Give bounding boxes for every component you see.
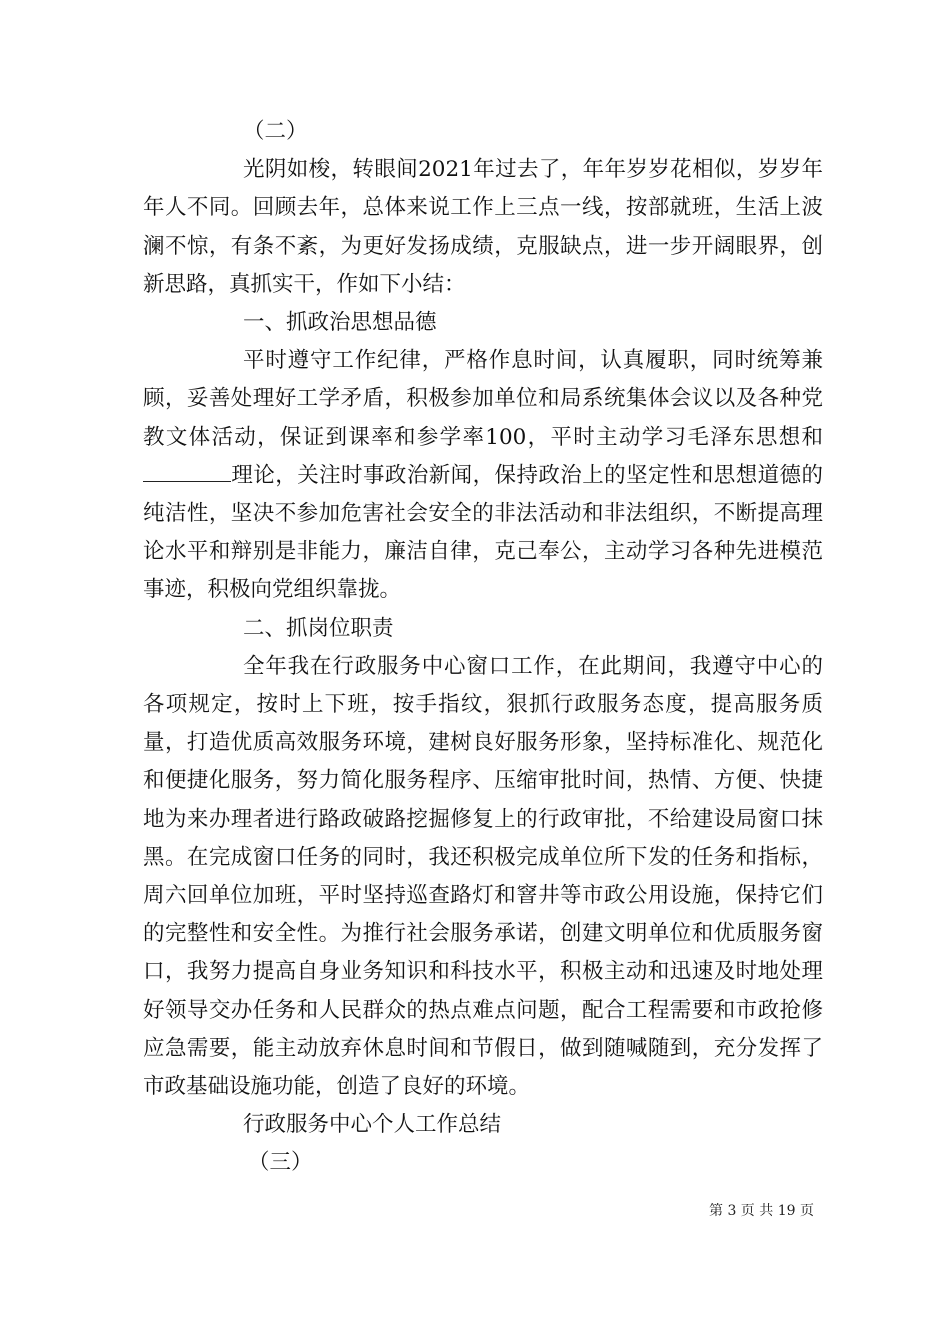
heading-political: 一、抓政治思想品德 xyxy=(243,310,437,336)
paragraph-political-part-b: 理论，关注时事政治新闻，保持政治上的坚定性和思想道德的纯洁性，坚决不参加危害社会安全的非法活动和非法组织，不断提高理论水平和辩别是非能力，廉洁自律，克己奉公，主动学习各种先进模范事迹，积极向党组织靠拢。 xyxy=(143,462,823,603)
section-marker-3: （三） xyxy=(248,1150,313,1176)
paragraph-political xyxy=(143,342,823,609)
section-marker-2: （二） xyxy=(243,119,308,144)
page-number-footer: 第 3 页 共 19 页 xyxy=(709,1203,814,1219)
blank-underline xyxy=(143,480,231,482)
paragraph-duties: 全年我在行政服务中心窗口工作，在此期间，我遵守中心的各项规定，按时上下班，按手指纹，狠抓行政服务态度，提高服务质量，打造优质高效服务环境，建树良好服务形象，坚持标准化、规范化和便捷化服务，努力简化服务程序、压缩审批时间，热情、方便、快捷地为来办理者进行路政破路挖掘修复上的行政审批，不给建设局窗口抹黑。在完成窗口任务的同时，我还积极完成单位所下发的任务和指标，周六回单位加班，平时坚持巡查路灯和窨井等市政公用设施，保持它们的完整性和安全性。为推行社会服务承诺，创建文明单位和优质服务窗口，我努力提高自身业务知识和科技水平，积极主动和迅速及时地处理好领导交办任务和人民群众的热点难点问题，配合工程需要和市政抢修应急需要，能主动放弃休息时间和节假日，做到随喊随到，充分发挥了市政基础设施功能，创造了良好的环境。 xyxy=(143,653,823,1100)
paragraph-political-part-a: 平时遵守工作纪律，严格作息时间，认真履职，同时统筹兼顾，妥善处理好工学矛盾，积极参加单位和局系统集体会议以及各种党教文体活动，保证到课率和参学率100，平时主动学习毛泽东思想和 xyxy=(143,348,823,450)
heading-duties: 二、抓岗位职责 xyxy=(243,615,394,641)
document-body xyxy=(143,113,823,1183)
document-title-line: 行政服务中心个人工作总结 xyxy=(243,1112,502,1138)
paragraph-intro: 光阴如梭，转眼间2021年过去了，年年岁岁花相似，岁岁年年人不同。回顾去年，总体来说工作上三点一线，按部就班，生活上波澜不惊，有条不紊，为更好发扬成绩，克服缺点，进一步开阔眼界，创新思路，真抓实干，作如下小结： xyxy=(143,157,823,297)
